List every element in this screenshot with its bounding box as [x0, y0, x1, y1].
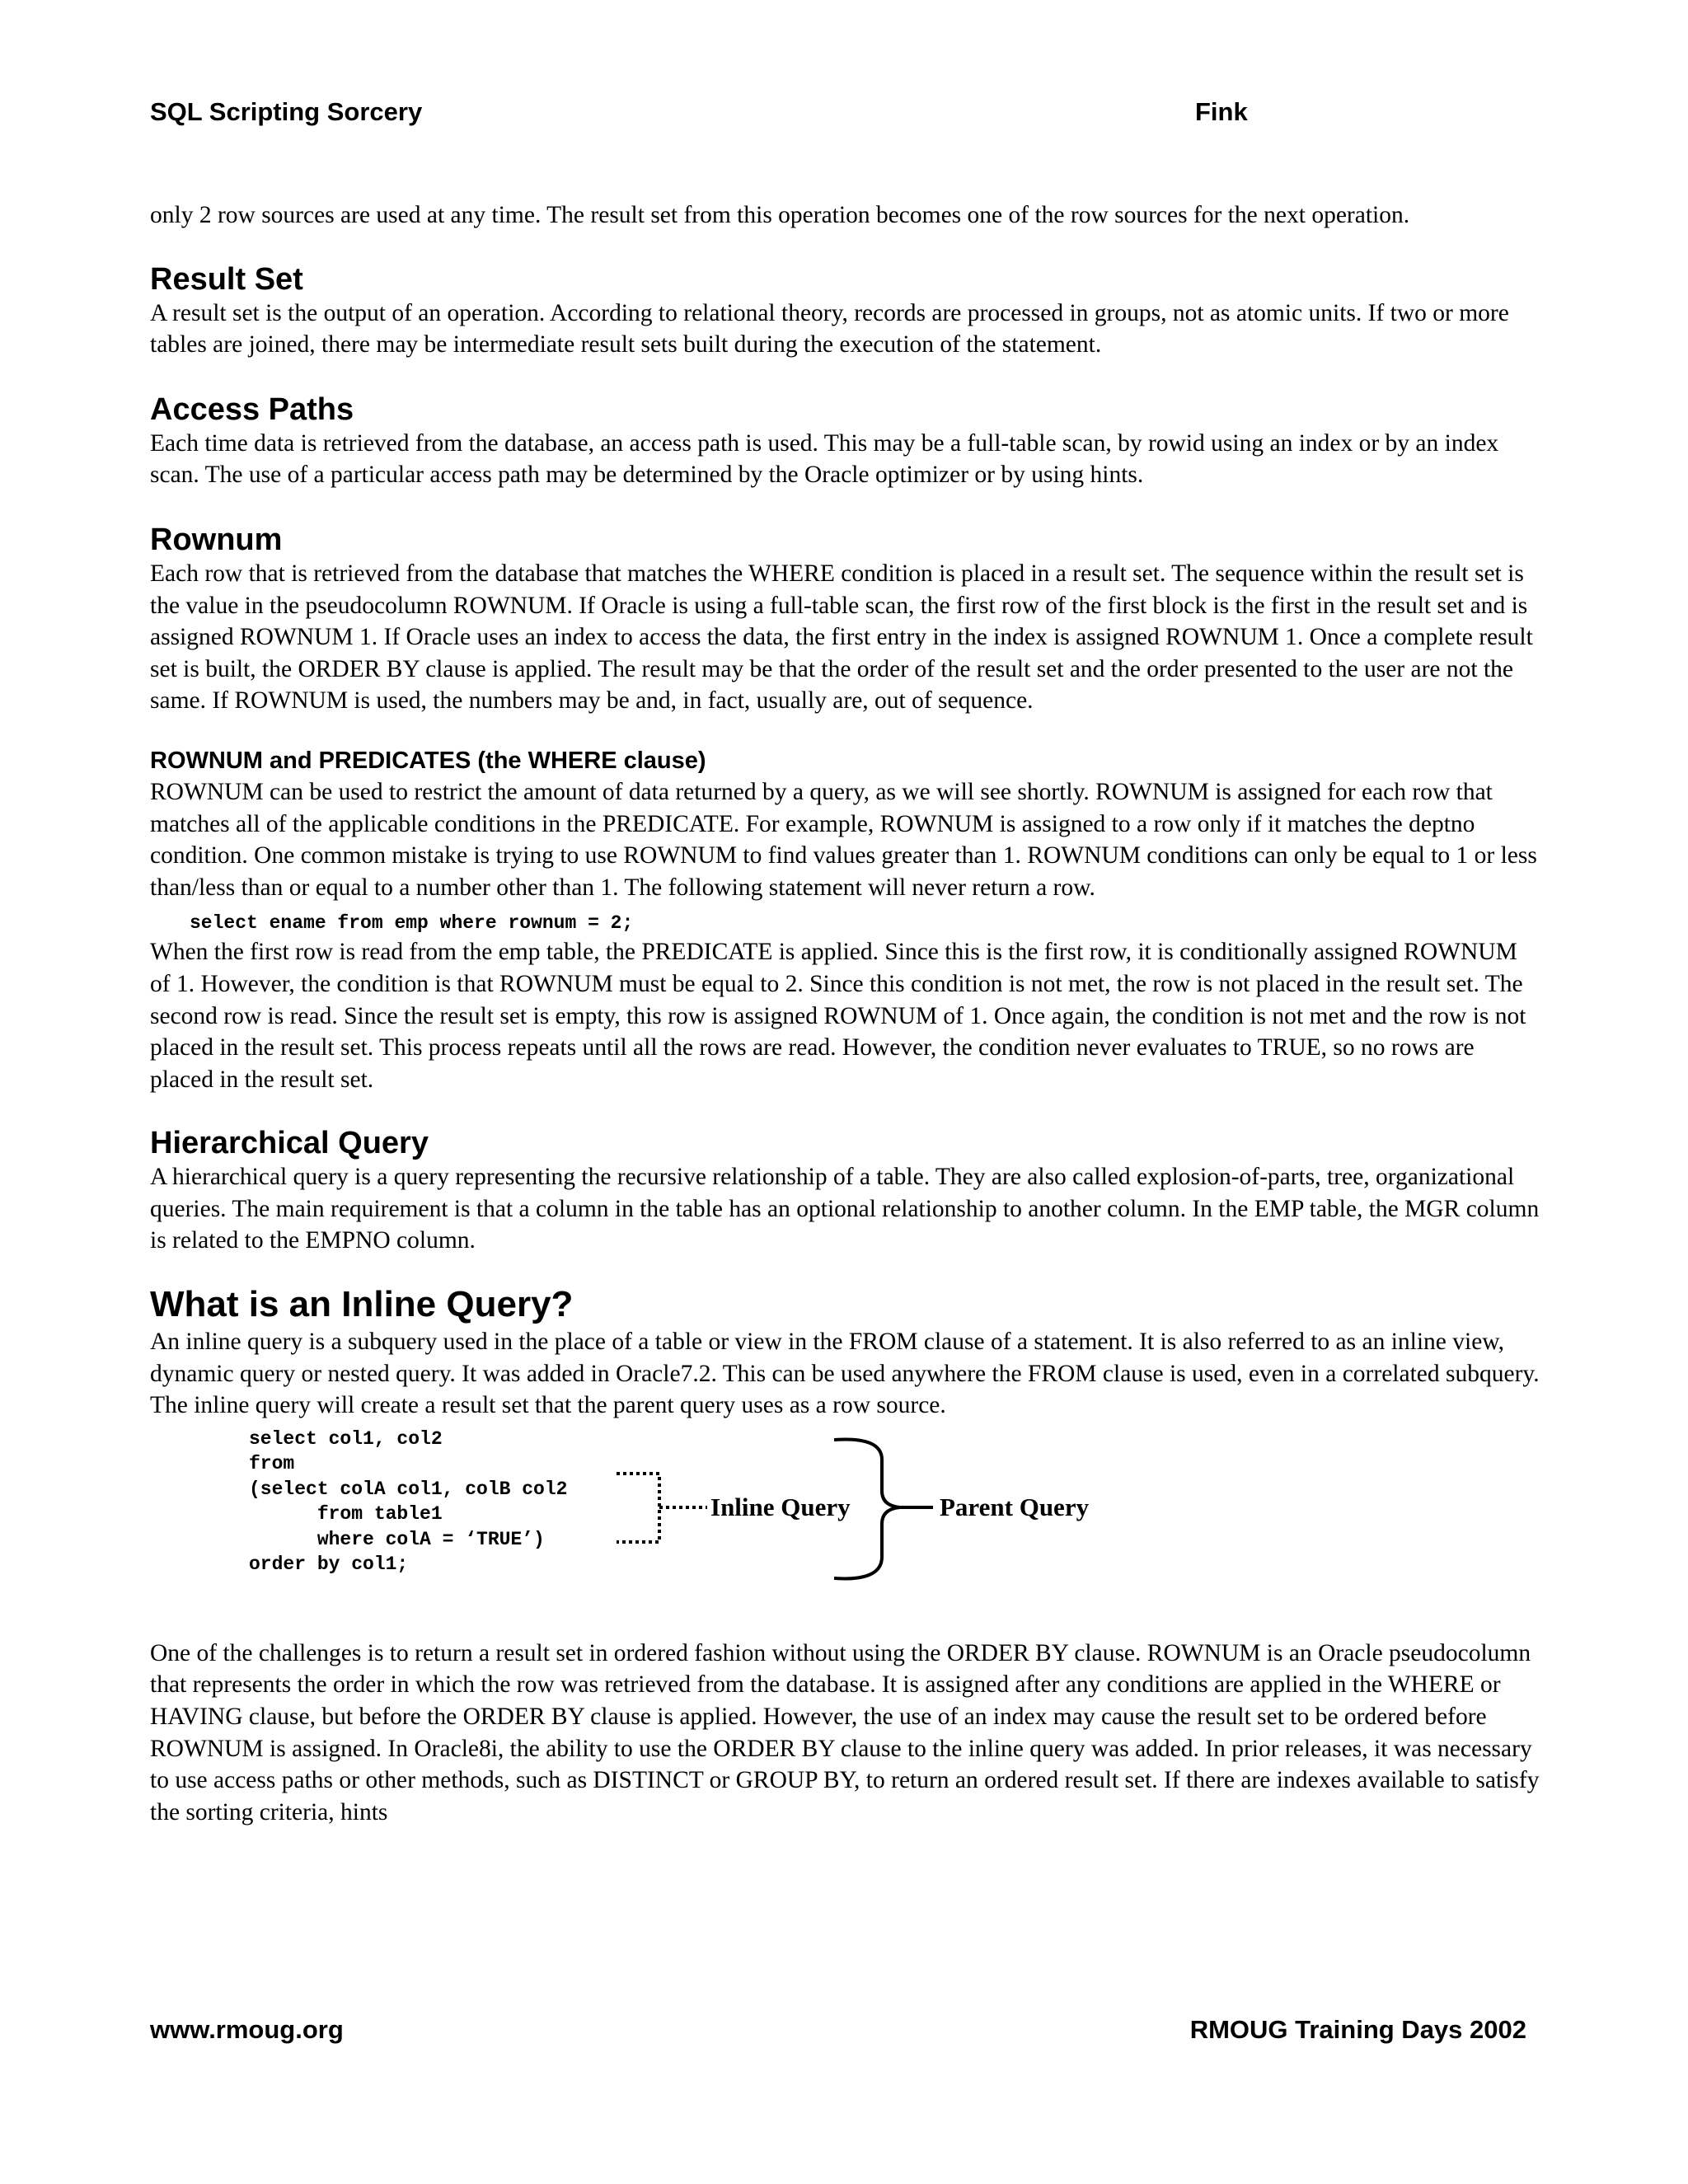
- rownum-predicates-paragraph: ROWNUM can be used to restrict the amount of data returned by a query, as we will see shortly. ROWNUM is assigned for each row that matches all of the applicable conditions in the PREDICATE. For example, ROWNUM is assigned to a row only if it matches the deptno condition. One common mistake is trying to use ROWNUM to find values greater than 1. ROWNUM conditions can only be equal to 1 or less than/less than or equal to a number other than 1. The following statement will never return a row.: [150, 778, 1537, 901]
- inline-query-paragraph: An inline query is a subquery used in the place of a table or view in the FROM clause of a statement. It is also referred to as an inline view, dynamic query or nested query. It was added in Oracle7.2. This can be used anywhere the FROM clause is used, even in a correlated subquery. The inline query will create a result set that the parent query uses as a row source.: [150, 1329, 1540, 1419]
- inline-query-label: Inline Query: [710, 1492, 851, 1521]
- access-paths-paragraph: Each time data is retrieved from the database, an access path is used. This may be a full-table scan, by rowid using an index or by an index scan. The use of a particular access path may be determined by the Oracle optimizer or by using hints.: [150, 429, 1499, 489]
- inline-query-diagram: [150, 1427, 1543, 1616]
- rownum-predicates-heading: ROWNUM and PREDICATES (the WHERE clause): [150, 747, 706, 774]
- footer-website: www.rmoug.org: [150, 2015, 344, 2044]
- rownum-code-example: select ename from emp where rownum = 2;: [190, 912, 634, 935]
- rownum-heading: Rownum: [150, 522, 283, 557]
- page-content: [150, 199, 1543, 1828]
- footer-event: RMOUG Training Days 2002: [1189, 2015, 1526, 2044]
- rownum-paragraph: Each row that is retrieved from the database that matches the WHERE condition is placed in a result set. The sequence within the result set is the value in the pseudocolumn ROWNUM. If Oracle is using a full-table scan, the first row of the first block is the first in the result set and is assigned ROWNUM 1. If Oracle uses an index to access the data, the first entry in the index is assigned ROWNUM 1. Once a complete result set is built, the ORDER BY clause is applied. The result may be that the order of the result set and the order presented to the user are not the same. If ROWNUM is used, the numbers may be and, in fact, usually are, out of sequence.: [150, 560, 1533, 715]
- inline-query-heading: What is an Inline Query?: [150, 1284, 574, 1325]
- result-set-heading: Result Set: [150, 261, 303, 297]
- header-author: Fink: [1195, 97, 1248, 126]
- intro-paragraph: only 2 row sources are used at any time. The result set from this operation becomes one of the row sources for the next operation.: [150, 202, 1410, 228]
- header-title: SQL Scripting Sorcery: [150, 97, 423, 126]
- inline-query-paragraph-2: One of the challenges is to return a result set in ordered fashion without using the ORDER BY clause. ROWNUM is an Oracle pseudocolumn that represents the order in which the row was retrieved from the database. It is assigned after any conditions are applied in the WHERE or HAVING clause, but before the ORDER BY clause is applied. However, the use of an index may cause the result set to be ordered before ROWNUM is assigned. In Oracle8i, the ability to use the ORDER BY clause to the inline query was added. In prior releases, it was necessary to use access paths or other methods, such as DISTINCT or GROUP BY, to return an ordered result set. If there are indexes available to satisfy the sorting criteria, hints: [150, 1639, 1540, 1825]
- inline-bracket: [617, 1474, 659, 1542]
- hierarchical-query-paragraph: A hierarchical query is a query representing the recursive relationship of a table. They are also called explosion-of-parts, tree, organizational queries. The main requirement is that a column in the table has an optional relationship to another column. In the EMP table, the MGR column is related to the EMPNO column.: [150, 1164, 1540, 1254]
- parent-query-label: Parent Query: [940, 1492, 1090, 1521]
- hierarchical-query-heading: Hierarchical Query: [150, 1126, 429, 1161]
- inline-query-code: select col1, col2 from (select colA col1, colB col2 from table1 where colA = ‘TRUE’) order by col1;: [249, 1427, 568, 1576]
- result-set-paragraph: A result set is the output of an operation. According to relational theory, records are processed in groups, not as atomic units. If two or more tables are joined, there may be intermediate result sets built during the execution of the statement.: [150, 299, 1509, 359]
- rownum-predicates-paragraph-2: When the first row is read from the emp table, the PREDICATE is applied. Since this is the first row, it is conditionally assigned ROWNUM of 1. However, the condition is that ROWNUM must be equal to 2. Since this condition is not met, the row is not placed in the result set. The second row is read. Since the result set is empty, this row is assigned ROWNUM of 1. Once again, the condition is not met and the row is not placed in the result set. This process repeats until all the rows are read. However, the condition never evaluates to TRUE, so no rows are placed in the result set.: [150, 939, 1526, 1093]
- access-paths-heading: Access Paths: [150, 391, 354, 427]
